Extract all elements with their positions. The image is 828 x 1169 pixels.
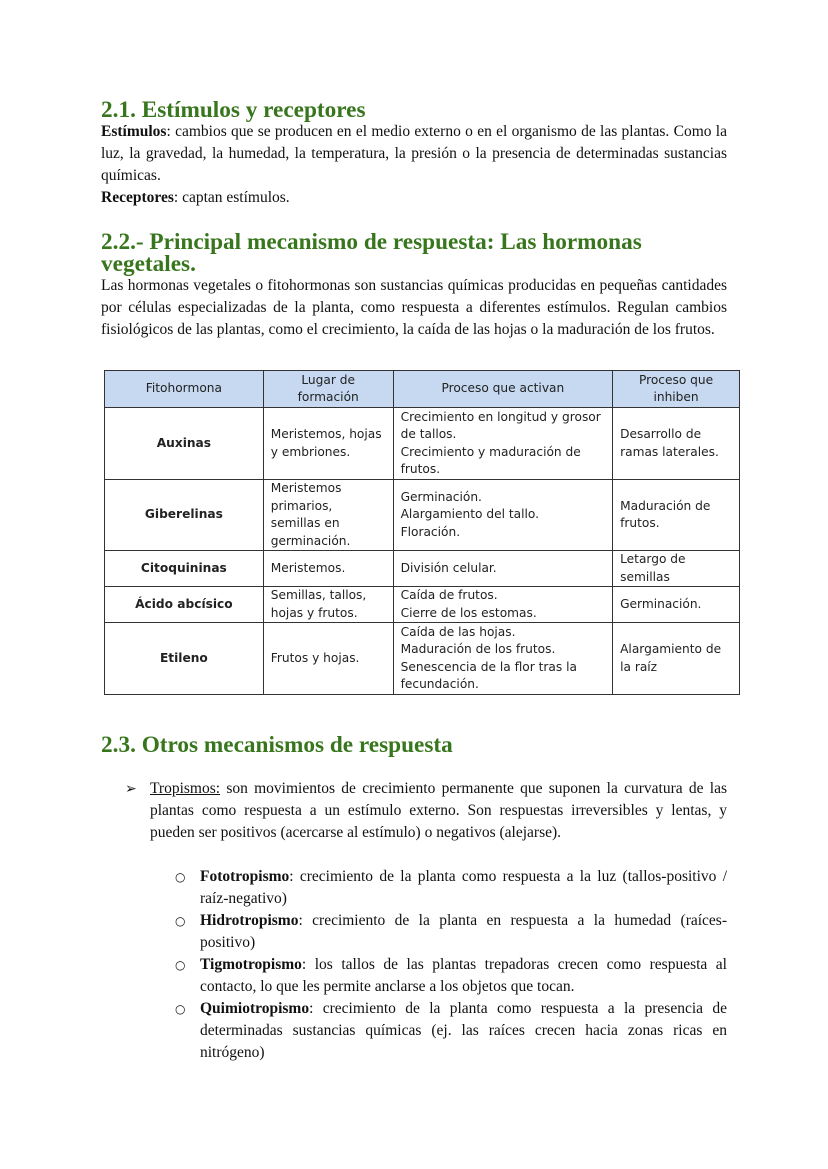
circle-bullet-icon: ○ [175,958,186,972]
list-item [101,866,727,910]
table-row [105,408,740,480]
list-item [101,998,727,1064]
arrow-bullet-icon: ➢ [125,781,137,797]
tropismos-definition: son movimientos de crecimiento permanente que suponen la curvatura de las plantas como respuesta a un estímulo externo. Son respuestas irreversibles y lentas, y pueden ser positivos (acercarse al estímulo) o negativos (alejarse). [150,780,727,841]
receptores-definition [101,187,727,209]
header-fitohormona: Fitohormona [105,371,264,408]
circle-bullet-icon: ○ [175,870,186,884]
lugar-cell: Frutos y hojas. [263,623,393,695]
inhiben-cell: Alargamiento de la raíz [613,623,740,695]
inhiben-cell: Desarrollo de ramas laterales. [613,408,740,480]
hormone-name-cell: Citoquininas [105,551,264,587]
estimulos-text: : cambios que se producen en el medio externo o en el organismo de las plantas. Como la luz, la gravedad, la humedad, la temperatura, la presión o la presencia de determinadas sustancias químicas. [101,123,727,184]
tropismos-term: Tropismos: [150,780,221,797]
tropism-definition: : crecimiento de la planta en respuesta a la humedad (raíces-positivo) [200,912,727,951]
inhiben-cell: Germinación. [613,587,740,623]
section-3 [101,734,727,1064]
receptores-text: : captan estímulos. [173,189,290,206]
tropismos-item [101,778,727,844]
lugar-cell: Semillas, tallos, hojas y frutos. [263,587,393,623]
tropism-term: Quimiotropismo [200,1000,310,1017]
tropism-term: Tigmotropismo [200,956,302,973]
section-3-title: 2.3. Otros mecanismos de respuesta [101,732,453,758]
table-row [105,480,740,551]
activan-cell: Caída de frutos. Cierre de los estomas. [393,587,613,623]
hormones-table [104,370,740,695]
table-row [105,551,740,587]
tropism-list [101,866,727,1064]
lugar-cell: Meristemos. [263,551,393,587]
table-row [105,587,740,623]
header-inhiben: Proceso que inhiben [613,371,740,408]
inhiben-cell: Maduración de frutos. [613,480,740,551]
inhiben-cell: Letargo de semillas [613,551,740,587]
section-1-title: 2.1. Estímulos y receptores [101,97,366,123]
activan-cell: Germinación. Alargamiento del tallo. Floración. [393,480,613,551]
activan-cell: Crecimiento en longitud y grosor de tallos. Crecimiento y maduración de frutos. [393,408,613,480]
lugar-cell: Meristemos primarios, semillas en germinación. [263,480,393,551]
hormone-name-cell: Ácido abcísico [105,587,264,623]
header-lugar: Lugar de formación [263,371,393,408]
activan-cell: Caída de las hojas. Maduración de los frutos. Senescencia de la flor tras la fecundación. [393,623,613,695]
table-header-row [105,371,740,408]
tropismos-text [150,778,727,844]
tropism-definition: : los tallos de las plantas trepadoras crecen como respuesta al contacto, lo que les permite anclarse a los objetos que tocan. [200,956,727,995]
estimulos-term: Estímulos [101,123,167,140]
hormone-name-cell: Etileno [105,623,264,695]
header-activan: Proceso que activan [393,371,613,408]
estimulos-definition [101,121,727,187]
receptores-term: Receptores [101,189,174,206]
activan-cell: División celular. [393,551,613,587]
list-item [101,954,727,998]
section-2-title: 2.2.- Principal mecanismo de respuesta: Las hormonas vegetales. [101,229,642,277]
list-item [101,910,727,954]
tropism-term: Fototropismo [200,868,290,885]
tropism-term: Hidrotropismo [200,912,299,929]
tropism-definition: : crecimiento de la planta como respuesta a la luz (tallos-positivo / raíz-negativo) [200,868,727,907]
lugar-cell: Meristemos, hojas y embriones. [263,408,393,480]
circle-bullet-icon: ○ [175,914,186,928]
hormone-name-cell: Giberelinas [105,480,264,551]
upper-content [101,99,727,341]
hormone-name-cell: Auxinas [105,408,264,480]
hormonas-paragraph: Las hormonas vegetales o fitohormonas son sustancias químicas producidas en pequeñas cantidades por células especializadas de la planta, como respuesta a diferentes estímulos. Regulan cambios fisiológicos de las plantas, como el crecimiento, la caída de las hojas o la maduración de los frutos. [101,277,727,338]
table-row [105,623,740,695]
tropism-definition: : crecimiento de la planta como respuesta a la presencia de determinadas sustancias químicas (ej. las raíces crecen hacia zonas ricas en nitrógeno) [200,1000,727,1061]
table-body [105,408,740,695]
circle-bullet-icon: ○ [175,1002,186,1016]
